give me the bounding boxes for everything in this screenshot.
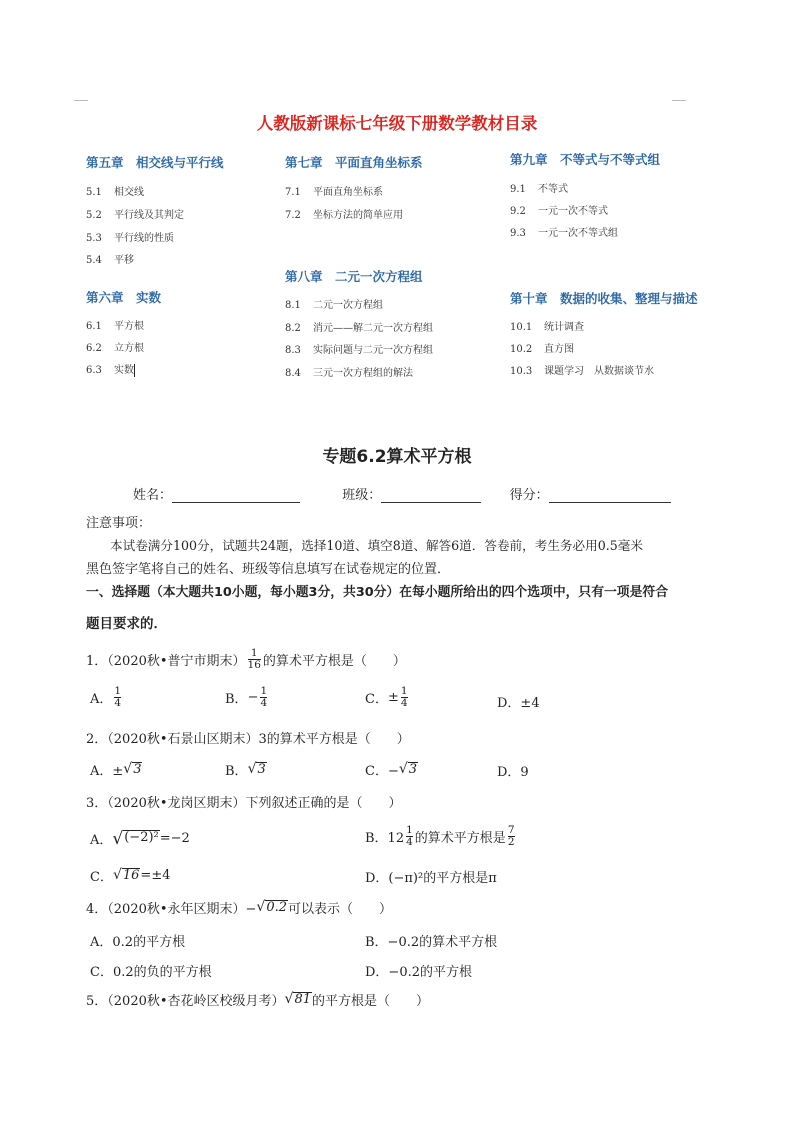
notice-line-2: 黑色签字笔将自己的姓名、班级等信息填写在试卷规定的位置． <box>86 562 451 577</box>
crop-mark-right <box>672 100 686 101</box>
q1-option-b[interactable]: B． − $\frac{1}{4}$ <box>225 685 268 709</box>
chapter-8-title: 第八章 二元一次方程组 <box>285 269 423 284</box>
toc-item: 7.1 平面直角坐标系 <box>285 187 383 198</box>
chapter-7-title: 第七章 平面直角坐标系 <box>285 155 423 170</box>
toc-item: 8.2 消元——解二元一次方程组 <box>285 323 433 334</box>
class-field[interactable] <box>381 488 481 503</box>
toc-item: 10.2 直方图 <box>510 344 574 355</box>
crop-mark-left <box>74 100 88 101</box>
toc-item: 5.4 平移 <box>86 255 134 266</box>
toc-item: 9.3 一元一次不等式组 <box>510 228 618 239</box>
section-1-heading-line-2: 题目要求的． <box>86 616 167 632</box>
toc-item: 7.2 坐标方法的简单应用 <box>285 210 403 221</box>
quiz-title: 专题6.2算术平方根 <box>322 447 472 467</box>
chapter-9-title: 第九章 不等式与不等式组 <box>510 152 661 167</box>
student-info-row <box>133 484 671 503</box>
question-5-stem: 5．（2020秋•杏花岭区校级月考） √ 81 的平方根是（ ） <box>86 991 430 1009</box>
name-field[interactable] <box>172 488 300 503</box>
q1-option-c[interactable]: C． ± $\frac{1}{4}$ <box>365 685 408 709</box>
notice-line-1: 本试卷满分100分，试题共24题，选择10道、填空8道、解答6道．答卷前，考生务必用0.5毫米 <box>110 538 643 553</box>
q2-option-c[interactable]: C．− √ 3 <box>365 761 418 779</box>
fraction: $\frac{1}{16}$ <box>247 647 261 671</box>
toc-item: 8.1 二元一次方程组 <box>285 300 383 311</box>
q1-option-d[interactable]: D．±4 <box>497 696 540 711</box>
toc-item: 6.3 实数 <box>86 365 134 376</box>
toc-item: 8.4 三元一次方程组的解法 <box>285 368 413 379</box>
toc-item: 5.1 相交线 <box>86 187 144 198</box>
question-1-stem: 1．（2020秋•普宁市期末） $\frac{1}{16}$ 的算术平方根是（ ） <box>86 647 406 671</box>
chapter-6-title: 第六章 实数 <box>86 290 162 305</box>
q4-option-a[interactable]: A．0.2的平方根 <box>90 935 186 950</box>
toc-item: 9.1 不等式 <box>510 184 568 195</box>
q4-option-d[interactable]: D．−0.2的平方根 <box>365 965 472 980</box>
toc-item: 10.1 统计调查 <box>510 322 584 333</box>
q2-option-b[interactable]: B． √ 3 <box>225 761 266 779</box>
text-cursor <box>134 364 135 377</box>
toc-item: 9.2 一元一次不等式 <box>510 206 608 217</box>
chapter-5-title: 第五章 相交线与平行线 <box>86 155 224 170</box>
section-1-heading-line-1: 一、选择题（本大题共10小题，每小题3分，共30分）在每小题所给出的四个选项中，只有一项是符合 <box>86 585 668 600</box>
toc-item: 5.3 平行线的性质 <box>86 233 174 244</box>
question-3-stem: 3．（2020秋•龙岗区期末）下列叙述正确的是（ ） <box>86 796 402 811</box>
score-field[interactable] <box>549 488 671 503</box>
class-label: 班级： <box>342 488 382 503</box>
page-title: 人教版新课标七年级下册数学教材目录 <box>256 114 538 133</box>
toc-item: 6.2 立方根 <box>86 343 144 354</box>
q2-option-d[interactable]: D．9 <box>497 765 529 780</box>
toc-item: 8.3 实际问题与二元一次方程组 <box>285 345 433 356</box>
q1-option-a[interactable]: A． $\frac{1}{4}$ <box>90 685 122 709</box>
q4-option-c[interactable]: C．0.2的负的平方根 <box>90 965 212 980</box>
question-4-stem: 4．（2020秋•永年区期末）− √ 0.2 可以表示（ ） <box>86 899 393 917</box>
chapter-10-title: 第十章 数据的收集、整理与描述 <box>510 291 698 306</box>
q3-option-a[interactable]: A． √ (−2)² =−2 <box>90 828 190 849</box>
q3-option-b[interactable]: B．12 $\frac{1}{4}$ 的算术平方根是 $\frac{7}{2}$ <box>365 824 515 848</box>
question-2-stem: 2．（2020秋•石景山区期末）3的算术平方根是（ ） <box>86 732 410 747</box>
notice-label: 注意事项： <box>86 516 152 531</box>
score-label: 得分： <box>509 488 549 503</box>
q4-option-b[interactable]: B．−0.2的算术平方根 <box>365 935 498 950</box>
q3-option-d[interactable]: D．(−π)²的平方根是π <box>365 871 497 886</box>
toc-item: 5.2 平行线及其判定 <box>86 210 184 221</box>
toc-item: 6.1 平方根 <box>86 321 144 332</box>
name-label: 姓名： <box>133 488 173 503</box>
q3-option-c[interactable]: C． √ 16 =±4 <box>90 867 171 885</box>
toc-item: 10.3 课题学习 从数据谈节水 <box>510 366 654 377</box>
q2-option-a[interactable]: A．± √ 3 <box>90 761 142 779</box>
